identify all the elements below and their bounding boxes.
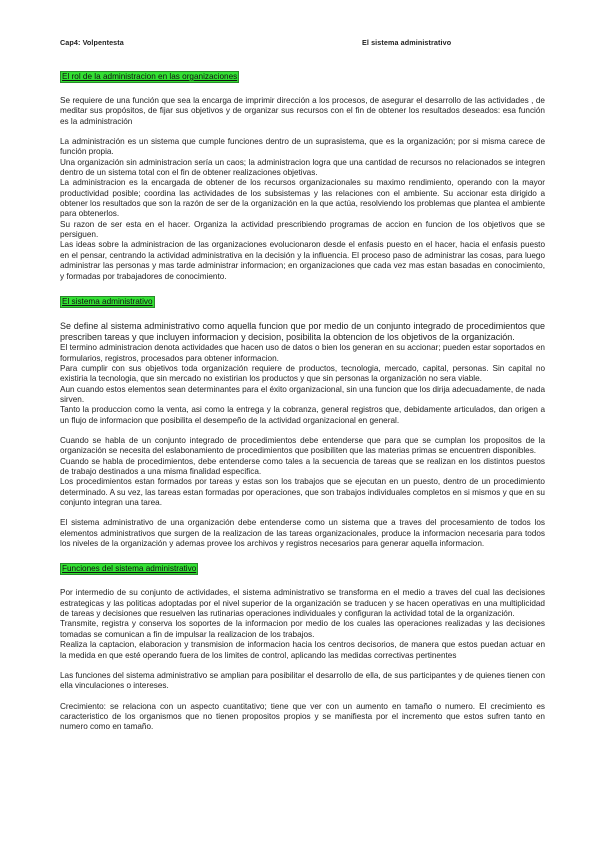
paragraph: Para cumplir con sus objetivos toda organización requiere de productos, tecnologia, mercado, capital, personas. Sin capital no existiria la tecnologia, que sin mercado no existirian los productos y que sin personas la organización no sera viable. [60, 363, 545, 384]
paragraph: El sistema administrativo de una organización debe entenderse como un sistema que a traves del procesamiento de todos los elementos administrativos que surgen de la realizacion de las tareas organizacionales, produce la informacion necesaria para todos los niveles de la organización y ademas provee los archivos y registros necesarios para generar aquella informacion. [60, 518, 545, 549]
section-heading-funciones: Funciones del sistema administrativo [62, 564, 197, 574]
paragraph: Una organización sin administracion sería un caos; la administracion logra que una cantidad de recursos no relacionados se integren dentro de un sistema total con el fin de obtener realizaciones objetivas. [60, 157, 545, 178]
paragraph: Las funciones del sistema administrativo se amplian para posibilitar el desarrollo de ella, de sus participantes y de quienes tienen con ella vinculaciones o intereses. [60, 670, 545, 691]
paragraph: Transmite, registra y conserva los soportes de la informacion por medio de los cuales las operaciones realizadas y las decisiones tomadas se comunican a fin de impulsar la realizacion de los trabajos. [60, 619, 545, 639]
paragraph: Las ideas sobre la administracion de las organizaciones evolucionaron desde el enfasis puesto en el hacer, hacia el enfasis puesto en el pensar, centrando la actividad administrativa en la decisión y la influencia. El proceso paso de administrar las cosas, para luego administrar las personas y mas tarde administrar informacion; en organizaciones que cada vez mas estan basadas en conocimiento, y formadas por trabajadores de conocimiento. [60, 240, 545, 281]
paragraph: Cuando se habla de procedimientos, debe entenderse como tales a la secuencia de tareas que se realizan en los distintos puestos de trabajo destinados a una misma finalidad especifica. [60, 456, 545, 477]
paragraph: Aun cuando estos elementos sean determinantes para el éxito organizacional, sin una funcion que los dirija adecuadamente, de nada sirven. [60, 384, 545, 404]
header-chapter: Cap4: Volpentesta [60, 38, 124, 47]
header-topic: El sistema administrativo [362, 38, 452, 47]
paragraph: Se define al sistema administrativo como aquella funcion que por medio de un conjunto integrado de procedimientos que prescriben tareas y que incluyen informacion y decision, posibilita la obtencion de los objetivos de la organización. [60, 320, 545, 343]
paragraph: La administración es un sistema que cumple funciones dentro de un suprasistema, que es la organización; por si misma carece de función propia. [60, 137, 545, 157]
paragraph: Crecimiento: se relaciona con un aspecto cuantitativo; tiene que ver con un aumento en tamaño o numero. El crecimiento es caracteristico de los organismos que no tienen propositos propios y se manifiesta por el incremento que estos sufren tanto en numero como en tamaño. [60, 701, 545, 732]
paragraph: Se requiere de una función que sea la encarga de imprimir dirección a los procesos, de asegurar el desarrollo de las actividades , de meditar sus propósitos, de fijar sus objetivos y de organizar sus recursos con el fin de obtener los resultados deseados: esa función es la administración [60, 96, 545, 126]
section-funciones [60, 558, 545, 732]
section-sistema-administrativo [60, 291, 545, 550]
paragraph: La administracion es la encargada de obtener de los recursos organizacionales su maximo rendimiento, operando con la mayor productividad posible; coordina las actividades de los subsistemas y las relaciones con el ambiente. Su accionar esta dirigido a obtener los resultados que son la razón de ser de la organización en la que actúa, resolviendo los problemas que plantea el ambiente para obtenerlos. [60, 178, 545, 219]
document-body [60, 66, 545, 733]
page-header [60, 38, 539, 50]
paragraph: Cuando se habla de un conjunto integrado de procedimientos debe entenderse que para que se cumplan los propositos de la organización se necesita del eslabonamiento de procedimientos que posibiliten que las materias primas se encuentren disponibles. [60, 436, 545, 456]
paragraph: Los procedimientos estan formados por tareas y estas son los trabajos que se ejecutan en un puesto, dentro de un procedimiento determinado. A su vez, las tareas estan formadas por operaciones, que son trabajos individuales completos en si mismos y que en su conjunto integran una tarea. [60, 477, 545, 508]
paragraph: Realiza la captacion, elaboracion y transmision de informacion hacia los centros decisorios, de manera que estos puedan actuar en la medida en que esté operando fuera de los limites de control, aplicando las medidas correctivas pertinentes [60, 640, 545, 660]
paragraph: Tanto la produccion como la venta, asi como la entrega y la cobranza, general registros que, debidamente articulados, dan origen a un flujo de informacion que posibilita el desempeño de la actividad organizacional en general. [60, 405, 545, 425]
paragraph: Su razon de ser esta en el hacer. Organiza la actividad prescribiendo programas de accion en funcion de los objetivos que se persiguen. [60, 219, 545, 240]
section-heading-rol: El rol de la administracion en las organizaciones [62, 72, 238, 81]
paragraph: Por intermedio de su conjunto de actividades, el sistema administrativo se transforma en el medio a traves del cual las decisiones estrategicas y las politicas adoptadas por el nivel superior de la organización se traducen y se hacen operativas en una multiplicidad de tareas y decisiones que resuelven las rutinarias operaciones individuales y configuran la actividad total de la organización. [60, 588, 545, 619]
section-rol-administracion [60, 66, 545, 282]
paragraph: El termino administracion denota actividades que hacen uso de datos o bien los generan en su accionar; pueden estar soportados en formularios, registros, procesados para obtener informacion. [60, 343, 545, 363]
section-heading-sistema: El sistema administrativo [62, 296, 153, 306]
